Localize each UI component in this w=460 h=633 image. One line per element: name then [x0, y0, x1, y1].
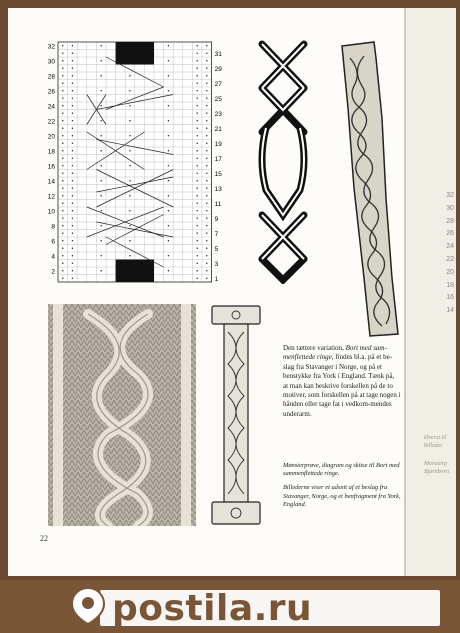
chart-row-label-left: 30: [47, 58, 55, 66]
chart-row-label-left: 28: [47, 73, 55, 81]
chart-row-label-right: 7: [214, 231, 219, 238]
chart-row-label-right: 13: [214, 186, 222, 193]
celtic-knot-drawing: [248, 40, 318, 284]
chart-row-label-left: 14: [47, 178, 55, 186]
chart-row-label-left: 2: [51, 268, 55, 276]
chart-row-label-right: 3: [214, 261, 219, 268]
chart-row-label-left: 22: [47, 118, 55, 126]
next-page-row-number: 28: [446, 217, 454, 225]
chart-row-label-left: 16: [47, 163, 55, 171]
next-page-edge: [404, 8, 456, 576]
next-page-caption-4: Bjørnborn: [424, 469, 450, 475]
stavanger-mount-drawing: [206, 304, 266, 528]
chart-grid: [38, 38, 234, 286]
chart-row-label-left: 20: [47, 133, 55, 141]
chart-row-label-left: 12: [47, 193, 55, 201]
chart-row-label-left: 32: [47, 43, 55, 51]
knitted-swatch-photo: [48, 304, 196, 526]
chart-row-label-right: 5: [214, 246, 219, 253]
page-number: 22: [40, 534, 48, 543]
chart-row-label-right: 17: [214, 156, 222, 163]
next-page-row-number: 30: [446, 204, 454, 212]
next-page-row-number: 14: [446, 307, 454, 315]
chart-row-label-right: 25: [214, 96, 222, 103]
caption-swatch: Mønsterprøve, diagram og skitse til Bort med sammenflettede ringe.: [283, 462, 400, 478]
chart-solid-block: [116, 260, 154, 283]
next-page-caption-2: billedet: [424, 443, 442, 449]
next-page-row-number: 26: [446, 230, 454, 238]
chart-row-label-right: 11: [214, 201, 222, 208]
chart-row-label-right: 29: [214, 66, 222, 73]
next-page-row-number: 16: [446, 294, 454, 302]
next-page-row-number: 24: [446, 243, 454, 251]
chart-row-label-right: 23: [214, 111, 222, 118]
chart-row-label-right: 31: [214, 51, 222, 58]
body-paragraph: Den tættere variation, Bort med sam-menflettede ringe, findes bl.a. på et be-slag fra Stavanger i Norge, og på et benstykke fra York i England. Tænk på, at man kan beskrive forskellen på de to motiver, som forskellen på at tage nogen i hånden eller tage fat i vedkom-mendes underarm.: [283, 344, 401, 418]
chart-row-label-left: 6: [51, 238, 55, 246]
carved-bone-fragment: [334, 38, 404, 338]
chart-row-label-left: 10: [47, 208, 55, 216]
chart-row-label-right: 27: [214, 81, 222, 88]
chart-row-label-right: 19: [214, 141, 222, 148]
chart-row-label-left: 4: [51, 253, 55, 261]
knitting-chart: [38, 38, 234, 286]
chart-row-label-right: 21: [214, 126, 222, 133]
watermark-logo-icon: [70, 586, 106, 626]
next-page-row-number: 32: [446, 192, 454, 199]
next-page-caption-1: Øverst til: [424, 435, 447, 441]
chart-row-label-right: 15: [214, 171, 222, 178]
watermark-text: postila.ru: [112, 588, 313, 629]
chart-solid-block: [116, 42, 154, 65]
next-page-caption-3: Monsterp: [424, 461, 447, 467]
chart-row-label-left: 26: [47, 88, 55, 96]
next-page-row-number: 22: [446, 255, 454, 263]
chart-row-label-right: 1: [214, 276, 219, 283]
chart-row-label-left: 24: [47, 103, 55, 111]
caption-artifacts: Billederne viser et udsnit af et beslag fra Stavanger, Norge, og et benfragment fra York, England.: [283, 484, 401, 508]
chart-row-label-left: 18: [47, 148, 55, 156]
next-page-row-number: 20: [446, 268, 454, 276]
chart-row-label-right: 9: [214, 216, 219, 223]
figure-captions: [283, 462, 401, 515]
next-page-row-number: 18: [446, 281, 454, 289]
next-page-row-numbers: [434, 190, 454, 318]
chart-row-label-left: 8: [51, 223, 55, 231]
